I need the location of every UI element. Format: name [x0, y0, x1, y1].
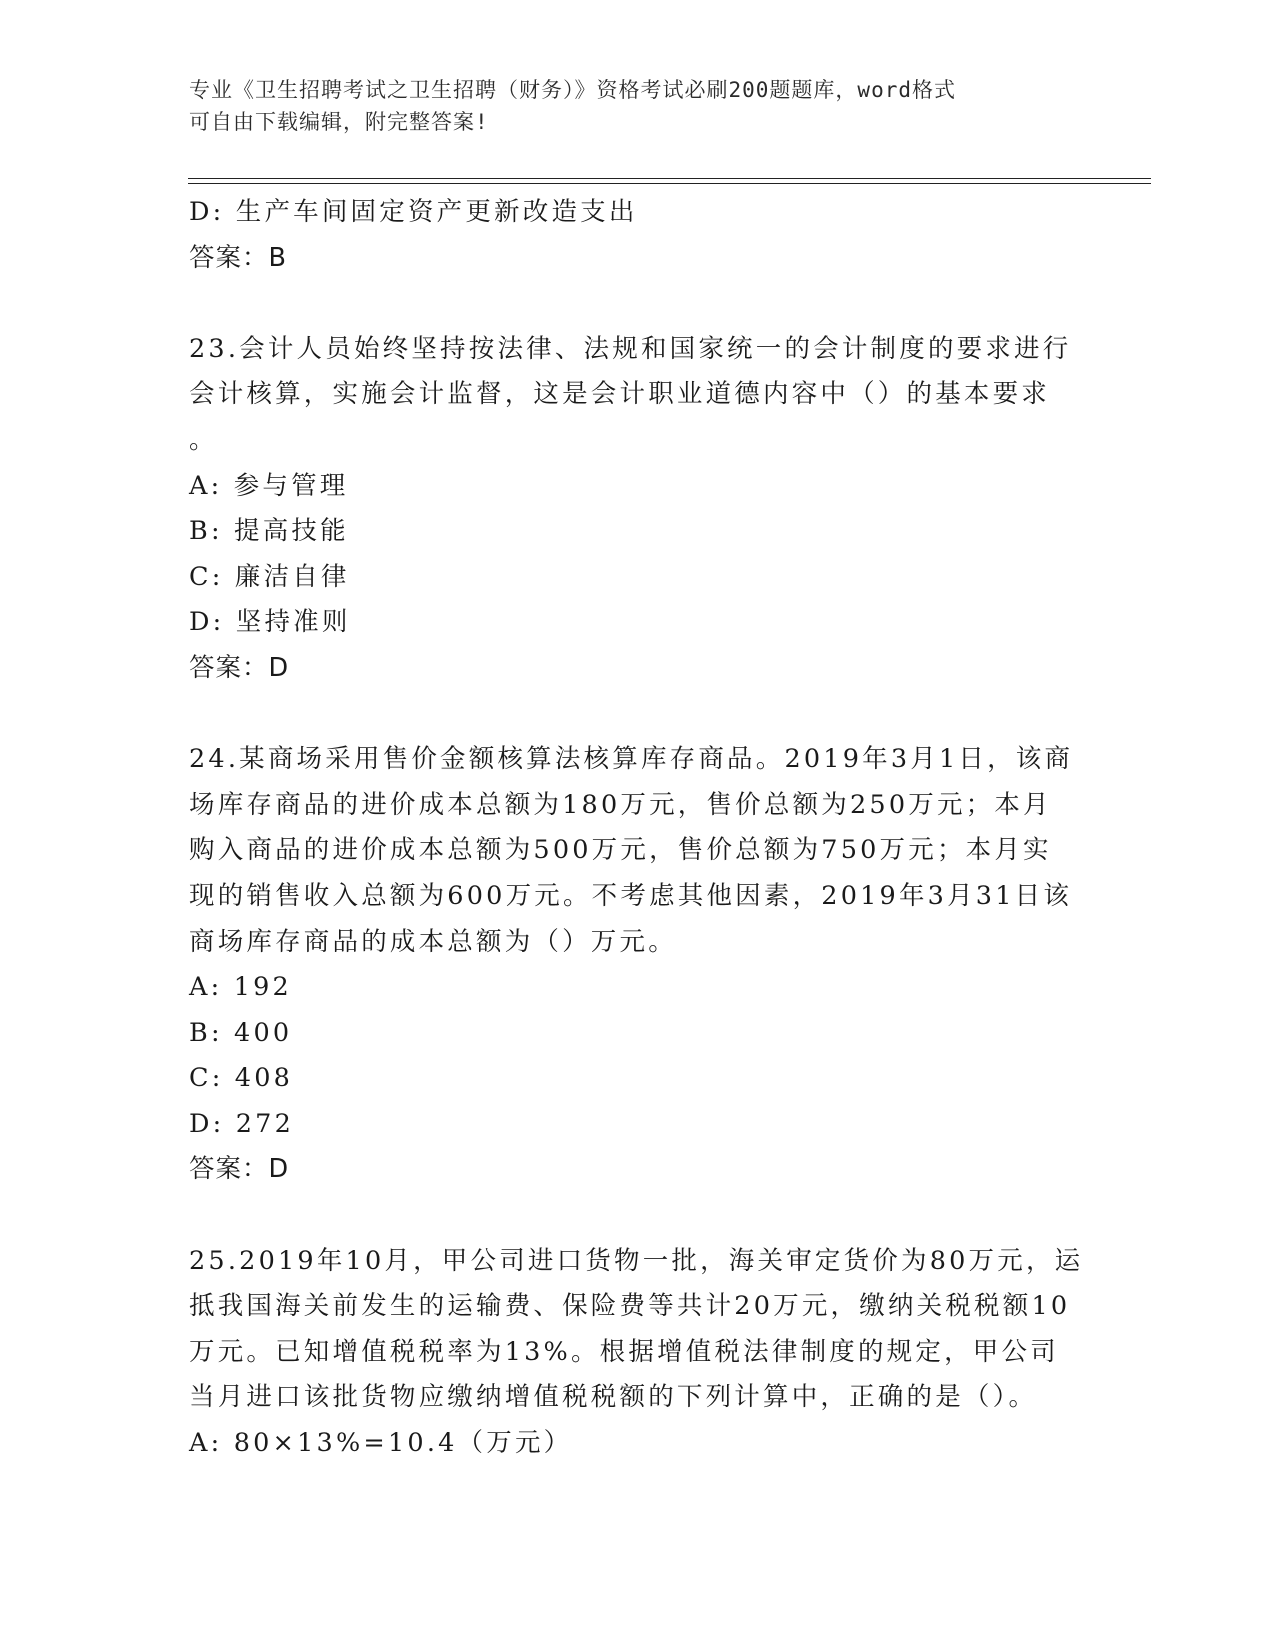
option-b: B: 400 [189, 1017, 293, 1048]
question-stem-line: 抵我国海关前发生的运输费、保险费等共计20万元，缴纳关税税额10 [189, 1291, 1071, 1322]
question-stem-line: 现的销售收入总额为600万元。不考虑其他因素，2019年3月31日该 [189, 880, 1073, 911]
previous-question [189, 190, 1089, 281]
header-title-line-1: 专业《卫生招聘考试之卫生招聘（财务）》资格考试必刷200题题库，word格式 [189, 78, 956, 102]
option-d: D: 坚持准则 [189, 607, 351, 638]
option-b: B: 提高技能 [189, 516, 349, 547]
option-d: D: 272 [189, 1108, 295, 1139]
question-stem-line: 23.会计人员始终坚持按法律、法规和国家统一的会计制度的要求进行 [189, 333, 1072, 364]
header-title-line-2: 可自由下载编辑，附完整答案! [189, 110, 489, 134]
question-25 [189, 1239, 1089, 1467]
spacer [189, 692, 1089, 738]
document-header [189, 74, 1069, 138]
question-stem-line: 25.2019年10月，甲公司进口货物一批，海关审定货价为80万元，运 [189, 1245, 1084, 1276]
question-stem-line: 当月进口该批货物应缴纳增值税税额的下列计算中，正确的是（）。 [189, 1382, 1038, 1413]
question-24 [189, 737, 1089, 1193]
answer: 答案：D [189, 1154, 290, 1185]
option-d: D: 生产车间固定资产更新改造支出 [189, 197, 638, 227]
question-stem-line: 购入商品的进价成本总额为500万元，售价总额为750万元；本月实 [189, 835, 1052, 866]
question-stem-line: 会计核算，实施会计监督，这是会计职业道德内容中（）的基本要求 [189, 379, 1051, 410]
question-23 [189, 327, 1089, 692]
header-divider-bottom [188, 183, 1151, 184]
option-a: A: 80×13%=10.4（万元） [189, 1428, 573, 1459]
spacer [189, 281, 1089, 327]
question-list [189, 190, 1089, 1467]
header-divider-top [188, 178, 1151, 179]
question-stem-line: 商场库存商品的成本总额为（）万元。 [189, 926, 677, 957]
spacer [189, 1193, 1089, 1239]
option-a: A: 参与管理 [189, 470, 349, 501]
answer: 答案：B [189, 242, 287, 273]
answer: 答案：D [189, 652, 290, 683]
option-c: C: 廉洁自律 [189, 561, 350, 592]
question-stem-line: 。 [189, 424, 218, 455]
option-c: C: 408 [189, 1063, 294, 1094]
option-a: A: 192 [189, 972, 292, 1003]
question-stem-line: 万元。已知增值税税率为13%。根据增值税法律制度的规定，甲公司 [189, 1336, 1059, 1367]
question-stem-line: 场库存商品的进价成本总额为180万元，售价总额为250万元；本月 [189, 789, 1052, 820]
question-stem-line: 24.某商场采用售价金额核算法核算库存商品。2019年3月1日，该商 [189, 744, 1074, 775]
